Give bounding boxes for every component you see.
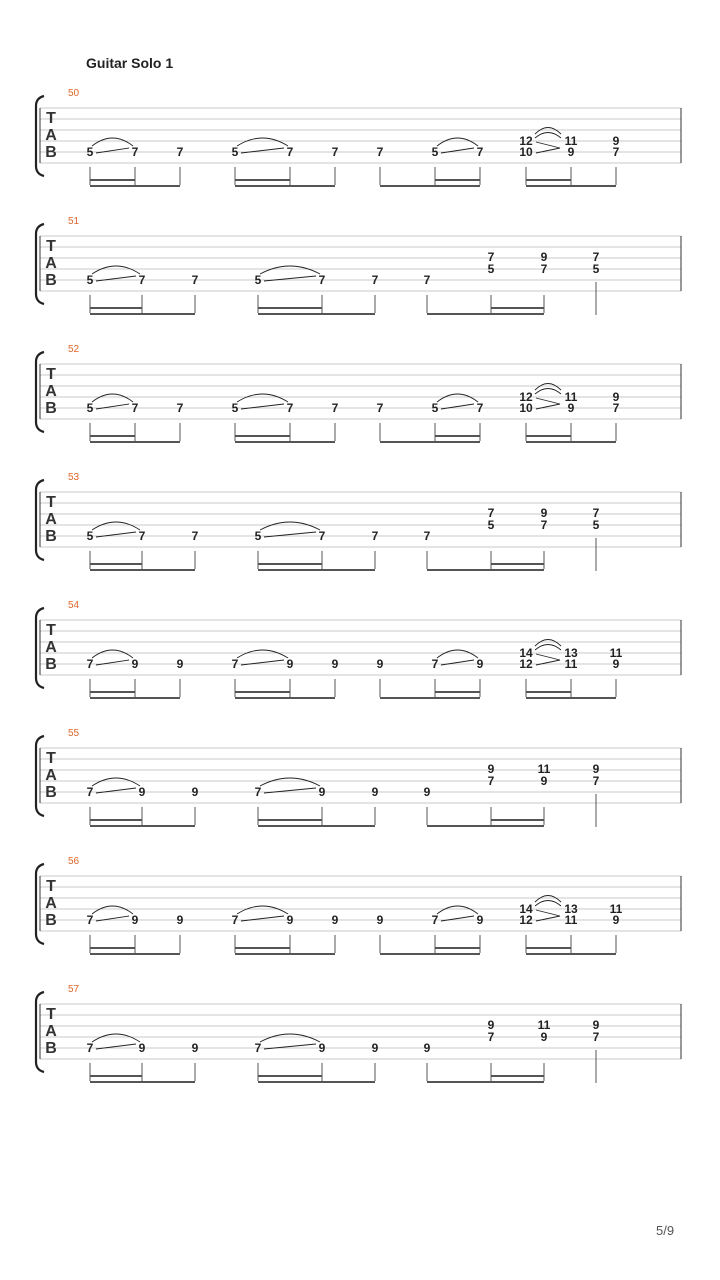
fret-number: 9 xyxy=(540,250,548,264)
fret-number: 5 xyxy=(592,262,600,276)
tab-system-50 xyxy=(36,88,681,187)
hammer-on-slur xyxy=(237,394,288,402)
hammer-on-slur xyxy=(535,640,561,647)
fret-number: 7 xyxy=(371,273,379,287)
tab-clef-letter: B xyxy=(45,272,57,289)
hammer-on-slur xyxy=(92,1034,140,1042)
fret-number: 9 xyxy=(567,401,575,415)
beam xyxy=(90,569,195,571)
fret-number: 9 xyxy=(131,913,139,927)
tab-system-55 xyxy=(36,728,681,827)
beam xyxy=(258,819,322,821)
hammer-on-slur xyxy=(437,650,478,658)
beam xyxy=(491,819,544,821)
fret-number: 7 xyxy=(592,506,600,520)
fret-number: 9 xyxy=(423,785,431,799)
fret-number: 7 xyxy=(191,273,199,287)
beam xyxy=(491,307,544,309)
tab-clef-letter: T xyxy=(46,750,56,767)
beam xyxy=(380,697,480,699)
tab-clef-letter: B xyxy=(45,784,57,801)
fret-number: 5 xyxy=(86,529,94,543)
fret-number: 7 xyxy=(376,401,384,415)
beam xyxy=(491,1075,544,1077)
fret-number: 11 xyxy=(609,902,623,916)
fret-number: 9 xyxy=(540,774,548,788)
fret-number: 9 xyxy=(176,657,184,671)
fret-number: 9 xyxy=(371,1041,379,1055)
fret-number: 10 xyxy=(519,145,533,159)
beam xyxy=(526,185,616,187)
fret-number: 7 xyxy=(376,145,384,159)
tab-clef-letter: T xyxy=(46,622,56,639)
fret-number: 5 xyxy=(487,518,495,532)
fret-number: 7 xyxy=(540,262,548,276)
fret-number: 7 xyxy=(231,913,239,927)
hammer-on-slur xyxy=(92,906,133,914)
hammer-on-slur xyxy=(535,128,561,135)
hammer-on-slur xyxy=(437,906,478,914)
beam xyxy=(235,947,290,949)
measure-number: 52 xyxy=(68,344,80,355)
fret-number: 7 xyxy=(540,518,548,532)
fret-number: 7 xyxy=(86,1041,94,1055)
hammer-on-slur xyxy=(437,138,478,146)
tab-clef-letter: T xyxy=(46,366,56,383)
tab-system-54 xyxy=(36,600,681,699)
fret-number: 7 xyxy=(476,401,484,415)
fret-number: 5 xyxy=(86,145,94,159)
tab-clef-letter: A xyxy=(45,767,57,784)
fret-number: 13 xyxy=(564,902,578,916)
fret-number: 7 xyxy=(371,529,379,543)
page-number: 5/9 xyxy=(656,1223,675,1238)
fret-number: 7 xyxy=(612,145,620,159)
fret-number: 9 xyxy=(423,1041,431,1055)
hammer-on-slur xyxy=(535,901,561,907)
tab-clef-letter: A xyxy=(45,127,57,144)
measure-number: 55 xyxy=(68,728,80,739)
fret-number: 9 xyxy=(612,390,620,404)
fret-number: 11 xyxy=(564,657,578,671)
beam xyxy=(90,307,142,309)
hammer-on-slur xyxy=(535,645,561,651)
tab-systems xyxy=(36,88,681,1083)
fret-number: 9 xyxy=(612,913,620,927)
fret-number: 11 xyxy=(537,762,551,776)
beam xyxy=(90,825,195,827)
fret-number: 7 xyxy=(431,657,439,671)
fret-number: 9 xyxy=(540,506,548,520)
beam xyxy=(435,691,480,693)
beam xyxy=(90,313,195,315)
fret-number: 7 xyxy=(592,250,600,264)
fret-number: 11 xyxy=(564,913,578,927)
beam xyxy=(258,313,375,315)
hammer-on-slur xyxy=(535,384,561,391)
tab-clef-letter: B xyxy=(45,656,57,673)
beam xyxy=(526,953,616,955)
beam xyxy=(90,179,135,181)
beam xyxy=(235,179,290,181)
beam xyxy=(235,185,335,187)
tab-clef-letter: A xyxy=(45,639,57,656)
hammer-on-slur xyxy=(92,650,133,658)
beam xyxy=(491,563,544,565)
tab-clef-letter: A xyxy=(45,383,57,400)
tab-clef-letter: T xyxy=(46,494,56,511)
slide-line xyxy=(536,398,560,404)
fret-number: 7 xyxy=(318,273,326,287)
fret-number: 7 xyxy=(191,529,199,543)
tab-clef-letter: A xyxy=(45,511,57,528)
beam xyxy=(427,313,544,315)
fret-number: 9 xyxy=(138,1041,146,1055)
beam xyxy=(380,185,480,187)
beam xyxy=(90,441,180,443)
beam xyxy=(526,435,571,437)
hammer-on-slur xyxy=(92,266,140,274)
tab-clef-letter: B xyxy=(45,1040,57,1057)
measure-number: 57 xyxy=(68,984,80,995)
fret-number: 9 xyxy=(371,785,379,799)
fret-number: 7 xyxy=(423,273,431,287)
fret-number: 9 xyxy=(376,657,384,671)
fret-number: 7 xyxy=(176,401,184,415)
beam xyxy=(258,569,375,571)
beam xyxy=(435,435,480,437)
hammer-on-slur xyxy=(92,778,140,786)
measure-number: 56 xyxy=(68,856,80,867)
fret-number: 9 xyxy=(318,1041,326,1055)
beam xyxy=(526,691,571,693)
fret-number: 5 xyxy=(592,518,600,532)
fret-number: 12 xyxy=(519,657,533,671)
beam xyxy=(90,1075,142,1077)
hammer-on-slur xyxy=(260,1034,320,1042)
beam xyxy=(427,569,544,571)
beam xyxy=(258,563,322,565)
fret-number: 7 xyxy=(331,145,339,159)
beam xyxy=(90,691,135,693)
beam xyxy=(90,435,135,437)
hammer-on-slur xyxy=(260,778,320,786)
fret-number: 7 xyxy=(476,145,484,159)
tab-system-56 xyxy=(36,856,681,955)
tab-clef-letter: A xyxy=(45,255,57,272)
fret-number: 7 xyxy=(131,401,139,415)
beam xyxy=(427,825,544,827)
beam xyxy=(235,441,335,443)
hammer-on-slur xyxy=(237,138,288,146)
beam xyxy=(435,947,480,949)
fret-number: 5 xyxy=(431,401,439,415)
tab-clef-letter: B xyxy=(45,144,57,161)
beam xyxy=(526,697,616,699)
tab-system-57 xyxy=(36,984,681,1083)
fret-number: 12 xyxy=(519,134,533,148)
beam xyxy=(380,441,480,443)
beam xyxy=(235,691,290,693)
fret-number: 7 xyxy=(86,913,94,927)
fret-number: 7 xyxy=(612,401,620,415)
beam xyxy=(258,825,375,827)
fret-number: 9 xyxy=(476,913,484,927)
fret-number: 9 xyxy=(487,762,495,776)
fret-number: 5 xyxy=(231,401,239,415)
fret-number: 7 xyxy=(254,1041,262,1055)
hammer-on-slur xyxy=(237,650,288,658)
tab-clef-letter: B xyxy=(45,528,57,545)
fret-number: 7 xyxy=(286,145,294,159)
beam xyxy=(258,307,322,309)
fret-number: 11 xyxy=(564,134,578,148)
fret-number: 9 xyxy=(592,1018,600,1032)
fret-number: 9 xyxy=(286,913,294,927)
fret-number: 13 xyxy=(564,646,578,660)
slide-line xyxy=(536,142,560,148)
fret-number: 11 xyxy=(537,1018,551,1032)
fret-number: 9 xyxy=(592,762,600,776)
fret-number: 5 xyxy=(254,529,262,543)
fret-number: 9 xyxy=(540,1030,548,1044)
measure-number: 53 xyxy=(68,472,80,483)
fret-number: 7 xyxy=(423,529,431,543)
fret-number: 5 xyxy=(487,262,495,276)
measure-number: 50 xyxy=(68,88,80,99)
hammer-on-slur xyxy=(237,906,288,914)
fret-number: 7 xyxy=(131,145,139,159)
tab-clef-letter: T xyxy=(46,1006,56,1023)
beam xyxy=(435,179,480,181)
fret-number: 7 xyxy=(86,657,94,671)
fret-number: 14 xyxy=(519,902,533,916)
fret-number: 7 xyxy=(231,657,239,671)
fret-number: 9 xyxy=(331,657,339,671)
fret-number: 5 xyxy=(86,273,94,287)
fret-number: 7 xyxy=(86,785,94,799)
fret-number: 7 xyxy=(487,1030,495,1044)
beam xyxy=(235,953,335,955)
fret-number: 9 xyxy=(138,785,146,799)
fret-number: 9 xyxy=(286,657,294,671)
beam xyxy=(90,953,180,955)
fret-number: 11 xyxy=(609,646,623,660)
fret-number: 9 xyxy=(487,1018,495,1032)
beam xyxy=(90,1081,195,1083)
tab-system-51 xyxy=(36,216,681,315)
beam xyxy=(90,697,180,699)
fret-number: 9 xyxy=(191,785,199,799)
fret-number: 7 xyxy=(487,250,495,264)
beam xyxy=(90,819,142,821)
tab-system-52 xyxy=(36,344,681,443)
fret-number: 9 xyxy=(176,913,184,927)
slide-line xyxy=(536,654,560,660)
hammer-on-slur xyxy=(437,394,478,402)
beam xyxy=(90,947,135,949)
fret-number: 9 xyxy=(476,657,484,671)
fret-number: 9 xyxy=(191,1041,199,1055)
beam xyxy=(380,953,480,955)
tab-clef-letter: T xyxy=(46,878,56,895)
hammer-on-slur xyxy=(260,266,320,274)
hammer-on-slur xyxy=(535,896,561,903)
fret-number: 7 xyxy=(592,1030,600,1044)
beam xyxy=(90,563,142,565)
fret-number: 9 xyxy=(376,913,384,927)
fret-number: 7 xyxy=(487,774,495,788)
fret-number: 5 xyxy=(254,273,262,287)
fret-number: 9 xyxy=(567,145,575,159)
tab-clef-letter: A xyxy=(45,1023,57,1040)
fret-number: 7 xyxy=(286,401,294,415)
fret-number: 7 xyxy=(176,145,184,159)
tab-system-53 xyxy=(36,472,681,571)
fret-number: 7 xyxy=(254,785,262,799)
hammer-on-slur xyxy=(535,133,561,139)
fret-number: 9 xyxy=(612,657,620,671)
fret-number: 7 xyxy=(431,913,439,927)
hammer-on-slur xyxy=(535,389,561,395)
hammer-on-slur xyxy=(92,522,140,530)
fret-number: 12 xyxy=(519,913,533,927)
fret-number: 10 xyxy=(519,401,533,415)
fret-number: 7 xyxy=(487,506,495,520)
fret-number: 9 xyxy=(331,913,339,927)
fret-number: 7 xyxy=(331,401,339,415)
fret-number: 9 xyxy=(612,134,620,148)
tab-clef-letter: T xyxy=(46,110,56,127)
tab-clef-letter: T xyxy=(46,238,56,255)
fret-number: 9 xyxy=(131,657,139,671)
fret-number: 5 xyxy=(431,145,439,159)
fret-number: 7 xyxy=(138,273,146,287)
fret-number: 11 xyxy=(564,390,578,404)
fret-number: 12 xyxy=(519,390,533,404)
tab-clef-letter: A xyxy=(45,895,57,912)
beam xyxy=(526,179,571,181)
beam xyxy=(526,947,571,949)
beam xyxy=(258,1081,375,1083)
fret-number: 7 xyxy=(318,529,326,543)
fret-number: 9 xyxy=(318,785,326,799)
beam xyxy=(427,1081,544,1083)
measure-number: 51 xyxy=(68,216,80,227)
beam xyxy=(90,185,180,187)
slide-line xyxy=(536,910,560,916)
hammer-on-slur xyxy=(92,394,133,402)
fret-number: 5 xyxy=(231,145,239,159)
beam xyxy=(258,1075,322,1077)
fret-number: 14 xyxy=(519,646,533,660)
fret-number: 7 xyxy=(138,529,146,543)
section-title: Guitar Solo 1 xyxy=(86,55,174,71)
measure-number: 54 xyxy=(68,600,80,611)
fret-number: 5 xyxy=(86,401,94,415)
tab-clef-letter: B xyxy=(45,400,57,417)
hammer-on-slur xyxy=(260,522,320,530)
beam xyxy=(526,441,616,443)
beam xyxy=(235,435,290,437)
fret-number: 7 xyxy=(592,774,600,788)
hammer-on-slur xyxy=(92,138,133,146)
beam xyxy=(235,697,335,699)
tab-clef-letter: B xyxy=(45,912,57,929)
